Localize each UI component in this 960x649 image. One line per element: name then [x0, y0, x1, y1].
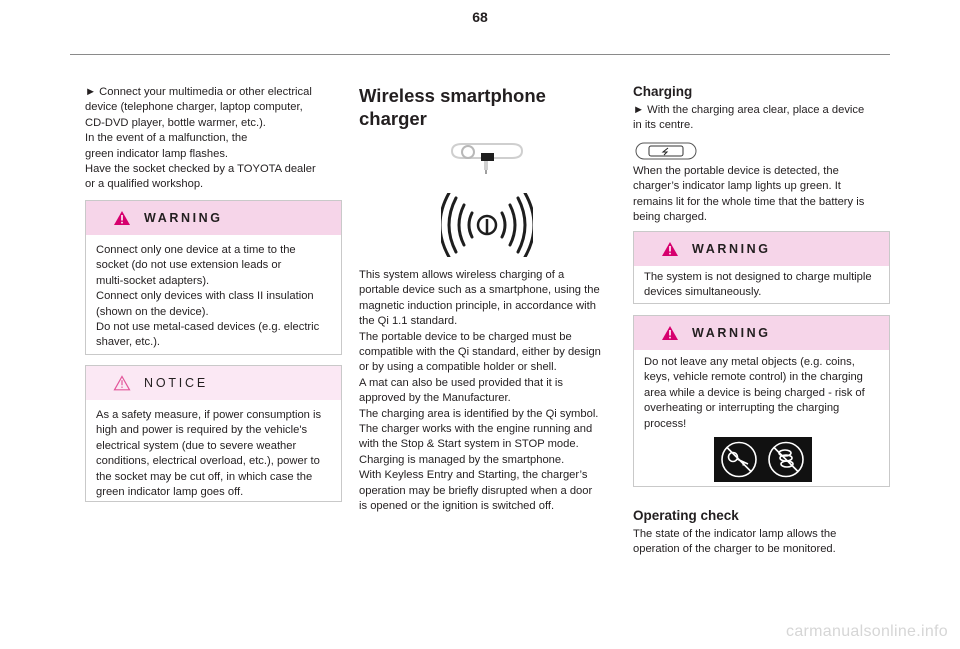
warning-text: Connect only one device at a time to the socket (do not use extension leads or multi-socket adapters). Connect only devices with class II insulation (shown on the device). Do not use metal-cased devices (e.g. electric shaver, etc.).	[96, 244, 320, 349]
charging-heading: Charging	[633, 84, 693, 99]
dashboard-location-icon	[448, 141, 526, 177]
top-rule	[70, 54, 890, 55]
warning-triangle-icon	[661, 241, 679, 257]
warning-title: WARNING	[692, 242, 771, 256]
warning-box-left	[85, 200, 342, 355]
page-number: 68	[472, 9, 488, 25]
operating-check-heading: Operating check	[633, 508, 739, 523]
warning-text: Do not leave any metal objects (e.g. coins, keys, vehicle remote control) in the charging area while a device is being charged - risk of overheating or interrupting the charging process!	[644, 356, 865, 430]
section-heading: Wireless smartphone charger	[359, 85, 546, 129]
warning-header	[86, 201, 341, 235]
middle-body	[359, 268, 629, 515]
detected-block	[633, 164, 893, 226]
notice-text: As a safety measure, if power consumption is high and power is required by the vehicle's electrical system (due to severe weather conditions, electrical overload, etc.), power to the socket may be cut off, in which case the green indicator lamp goes off.	[96, 409, 322, 499]
charging-step: ► With the charging area clear, place a device in its centre.	[633, 104, 865, 132]
warning-title: WARNING	[144, 211, 223, 225]
notice-triangle-icon	[113, 375, 131, 391]
charging-pad-icon	[635, 142, 697, 160]
operating-block	[633, 508, 893, 558]
warning-header	[634, 316, 889, 350]
notice-title: NOTICE	[144, 376, 209, 390]
left-column	[85, 85, 345, 193]
middle-column	[359, 84, 619, 130]
wireless-charger-description: This system allows wireless charging of a portable device such as a smartphone, using the magnetic induction principle, in accordance with the Qi 1.1 standard. The portable device to be charged must be compatible with the Qi standard, either by design or by using a compatible holder or shell. A mat can also be used provided that it is approved by the Manufacturer. The charging area is identified by the Qi symbol. The charger works with the engine running and with the Stop & Start system in STOP mode. Charging is managed by the smartphone. With Keyless Entry and Starting, the charger’s operation may be briefly disrupted when a door is opened or the ignition is switched off.	[359, 269, 601, 513]
warning-title: WARNING	[692, 326, 771, 340]
warning-triangle-icon	[113, 210, 131, 226]
notice-header	[86, 366, 341, 400]
watermark: carmanualsonline.info	[786, 623, 948, 640]
no-metal-objects-icon	[714, 437, 812, 482]
operating-check-text: The state of the indicator lamp allows the operation of the charger to be monitored.	[633, 528, 837, 556]
notice-box	[85, 365, 342, 502]
warning-triangle-icon	[661, 325, 679, 341]
right-column	[633, 84, 893, 134]
qi-wireless-symbol-icon	[441, 193, 533, 257]
warning-header	[634, 232, 889, 266]
intro-paragraph: ► Connect your multimedia or other electrical device (telephone charger, laptop computer, CD-DVD player, bottle warmer, etc.). In the event of a malfunction, the green indicator lamp flashes. Have the socket checked by a TOYOTA dealer or a qualified workshop.	[85, 86, 316, 191]
detected-text: When the portable device is detected, the charger’s indicator lamp lights up green. It remains lit for the whole time that the battery is being charged.	[633, 165, 865, 224]
warning-box-multiple	[633, 231, 890, 304]
warning-text: The system is not designed to charge multiple devices simultaneously.	[644, 271, 872, 299]
